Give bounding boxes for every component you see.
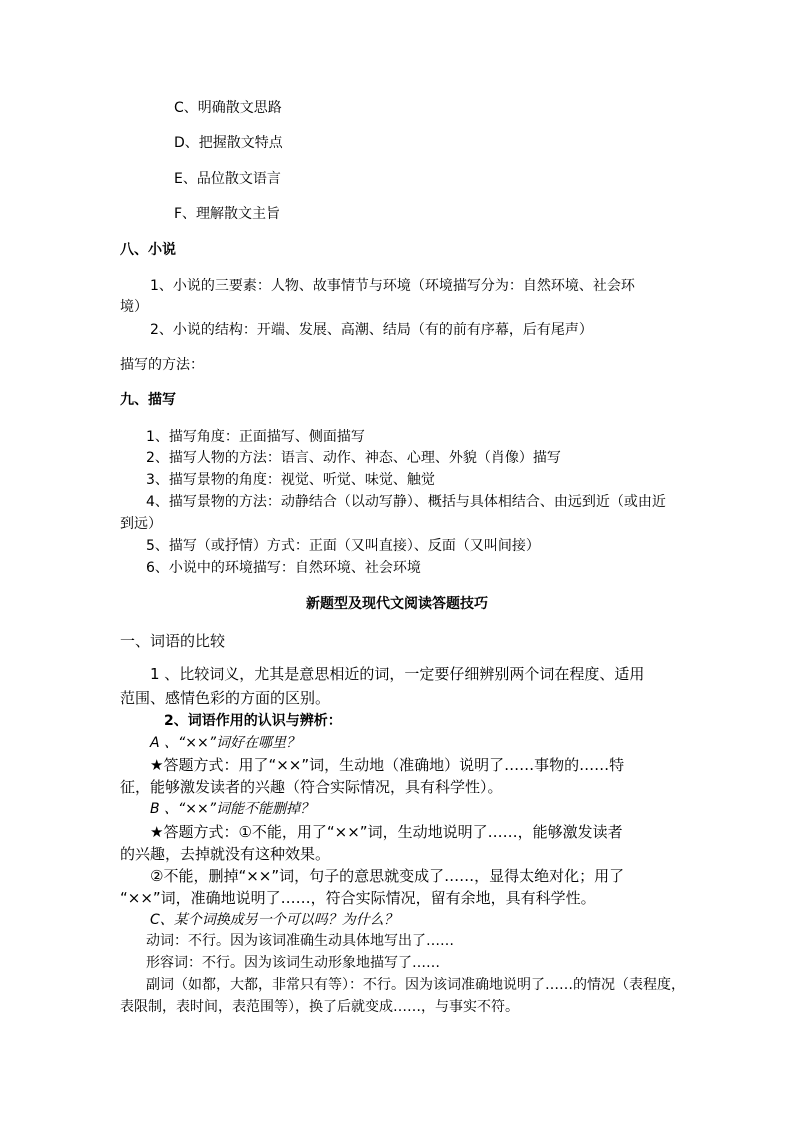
option-e: E、品位散文语言 xyxy=(174,171,281,187)
desc-point-4: 4、描写景物的方法：动静结合（以动写静）、概括与具体相结合、由远到近（或由近 xyxy=(146,494,666,510)
option-c: C、明确散文思路 xyxy=(174,100,282,116)
question-a: A 、“××”词好在哪里？ xyxy=(150,735,300,751)
question-b: B 、“××”词能不能删掉？ xyxy=(150,801,315,817)
answer-c-verb: 动词：不行。因为该词准确生动具体地写出了…… xyxy=(146,933,454,949)
answer-b-line-4: “××”词，准确地说明了……，符合实际情况，留有余地，具有科学性。 xyxy=(120,889,596,907)
desc-point-2: 2、描写人物的方法：语言、动作、神态、心理、外貌（肖像）描写 xyxy=(146,450,561,466)
para-1: 1 、比较词义，尤其是意思相近的词，一定要仔细辨别两个词在程度、适用 xyxy=(150,665,645,683)
section-title: 新题型及现代文阅读答题技巧 xyxy=(306,596,488,612)
para-1-cont: 范围、感情色彩的方面的区别。 xyxy=(120,689,331,707)
desc-point-4-cont: 到远） xyxy=(120,516,162,532)
para-2-heading: 2、词语作用的认识与辨析： xyxy=(164,713,342,729)
answer-b-line-2: 的兴趣，去掉就没有这种效果。 xyxy=(120,845,331,863)
heading-description: 九、描写 xyxy=(120,392,176,408)
desc-point-6: 6、小说中的环境描写：自然环境、社会环境 xyxy=(146,560,421,576)
novel-point-2: 2、小说的结构：开端、发展、高潮、结局（有的前有序幕，后有尾声） xyxy=(150,322,593,338)
answer-a-line-1: ★答题方式：用了“××”词，生动地（准确地）说明了……事物的……特 xyxy=(150,756,625,774)
answer-a-line-2: 征，能够激发读者的兴趣（符合实际情况，具有科学性）。 xyxy=(120,778,503,796)
desc-point-3: 3、描写景物的角度：视觉、听觉、味觉、触觉 xyxy=(146,472,435,488)
methods-label: 描写的方法： xyxy=(120,357,204,373)
heading-word-compare: 一、词语的比较 xyxy=(120,632,226,650)
option-f: F、理解散文主旨 xyxy=(174,206,281,222)
answer-c-adverb-cont: 表限制，表时间，表范围等），换了后就变成……，与事实不符。 xyxy=(120,999,519,1015)
answer-c-adjective: 形容词：不行。因为该词生动形象地描写了…… xyxy=(146,955,440,971)
question-c: C、某个词换成另一个可以吗？为什么？ xyxy=(150,912,398,928)
answer-b-line-3: ②不能，删掉“××”词，句子的意思就变成了……，显得太绝对化；用了 xyxy=(150,867,625,885)
desc-point-1: 1、描写角度：正面描写、侧面描写 xyxy=(146,429,365,445)
option-d: D、把握散文特点 xyxy=(174,135,283,151)
novel-point-1-cont: 境） xyxy=(120,299,148,315)
novel-point-1: 1、小说的三要素：人物、故事情节与环境（环境描写分为：自然环境、社会环 xyxy=(150,278,635,294)
answer-c-adverb: 副词（如都，大都，非常只有等）：不行。因为该词准确地说明了……的情况（表程度， xyxy=(146,977,685,993)
desc-point-5: 5、描写（或抒情）方式：正面（又叫直接）、反面（又叫间接） xyxy=(146,538,540,554)
answer-b-line-1: ★答题方式：①不能，用了“××”词，生动地说明了……，能够激发读者 xyxy=(150,823,623,841)
heading-novel: 八、小说 xyxy=(120,242,176,258)
